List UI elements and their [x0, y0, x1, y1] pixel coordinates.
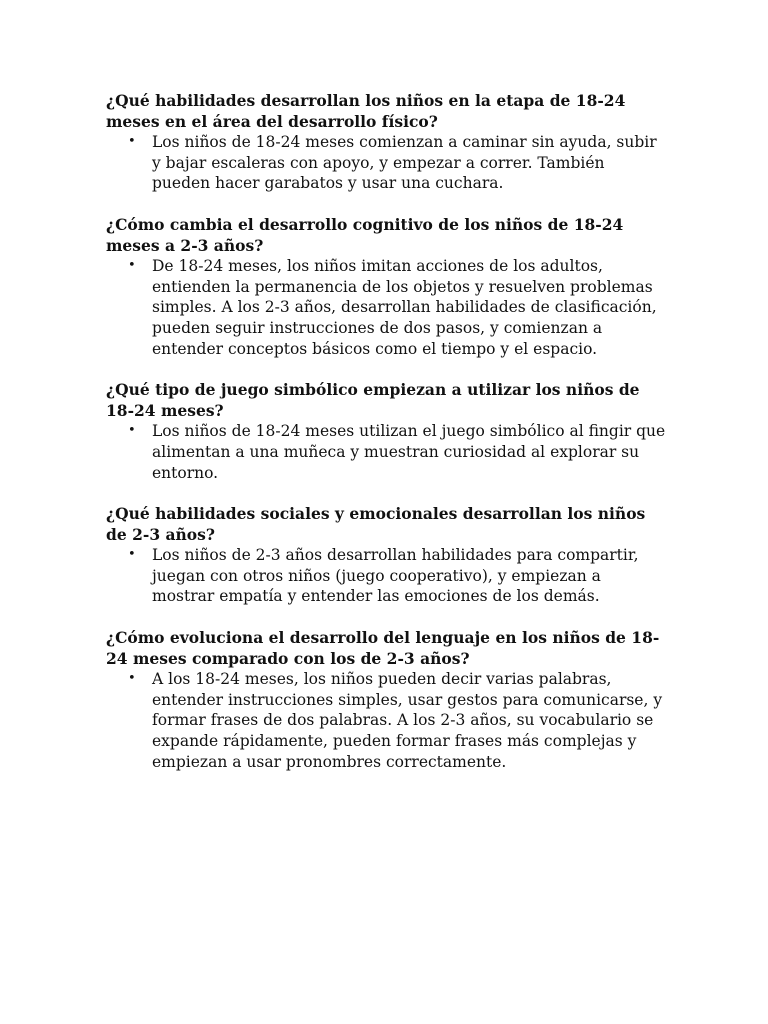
document-page — [106, 91, 666, 793]
bullet-icon: • — [128, 258, 136, 274]
question-heading: ¿Cómo cambia el desarrollo cognitivo de los niños de 18-24 meses a 2-3 años? — [106, 214, 624, 255]
answer-list — [106, 421, 666, 483]
bullet-icon: • — [128, 423, 136, 439]
answer-item — [106, 421, 666, 483]
answer-text: A los 18-24 meses, los niños pueden decir varias palabras, entender instrucciones simples, usar gestos para comunicarse, y formar frases de dos palabras. A los 2-3 años, su vocabulario se expande rápidamente, pueden formar frases más complejas y empiezan a usar pronombres correctamente. — [152, 670, 663, 771]
answer-list — [106, 669, 666, 772]
qa-block-language — [106, 628, 666, 772]
bullet-icon: • — [128, 671, 136, 687]
answer-list — [106, 545, 666, 607]
answer-item — [106, 132, 666, 194]
bullet-icon: • — [128, 547, 136, 563]
question-heading: ¿Qué habilidades desarrollan los niños en la etapa de 18-24 meses en el área del desarrollo físico? — [106, 91, 626, 131]
answer-text: Los niños de 18-24 meses utilizan el juego simbólico al fingir que alimentan a una muñeca y muestran curiosidad al explorar su entorno. — [152, 422, 666, 482]
question-heading: ¿Qué habilidades sociales y emocionales desarrollan los niños de 2-3 años? — [106, 504, 646, 544]
qa-block-cognitive — [106, 215, 666, 359]
answer-item — [106, 669, 666, 772]
qa-block-social-emotional — [106, 504, 666, 607]
answer-text: De 18-24 meses, los niños imitan acciones de los adultos, entienden la permanencia de los objetos y resuelven problemas simples. A los 2-3 años, desarrollan habilidades de clasificación, pueden seguir instrucciones de dos pasos, y comienzan a entender conceptos básicos como el tiempo y el espacio. — [152, 257, 657, 358]
question-heading: ¿Qué tipo de juego simbólico empiezan a utilizar los niños de 18-24 meses? — [106, 380, 640, 420]
answer-item — [106, 256, 666, 359]
answer-list — [106, 256, 666, 359]
answer-list — [106, 132, 666, 194]
answer-text: Los niños de 18-24 meses comienzan a caminar sin ayuda, subir y bajar escaleras con apoyo, y empezar a correr. También pueden hacer garabatos y usar una cuchara. — [152, 133, 657, 193]
question-heading: ¿Cómo evoluciona el desarrollo del lenguaje en los niños de 18-24 meses comparado con los de 2-3 años? — [106, 628, 660, 668]
qa-block-symbolic-play — [106, 380, 666, 483]
qa-block-physical — [106, 91, 666, 194]
answer-text: Los niños de 2-3 años desarrollan habilidades para compartir, juegan con otros niños (juego cooperativo), y empiezan a mostrar empatía y entender las emociones de los demás. — [152, 546, 639, 606]
answer-item — [106, 545, 666, 607]
bullet-icon: • — [128, 134, 136, 150]
